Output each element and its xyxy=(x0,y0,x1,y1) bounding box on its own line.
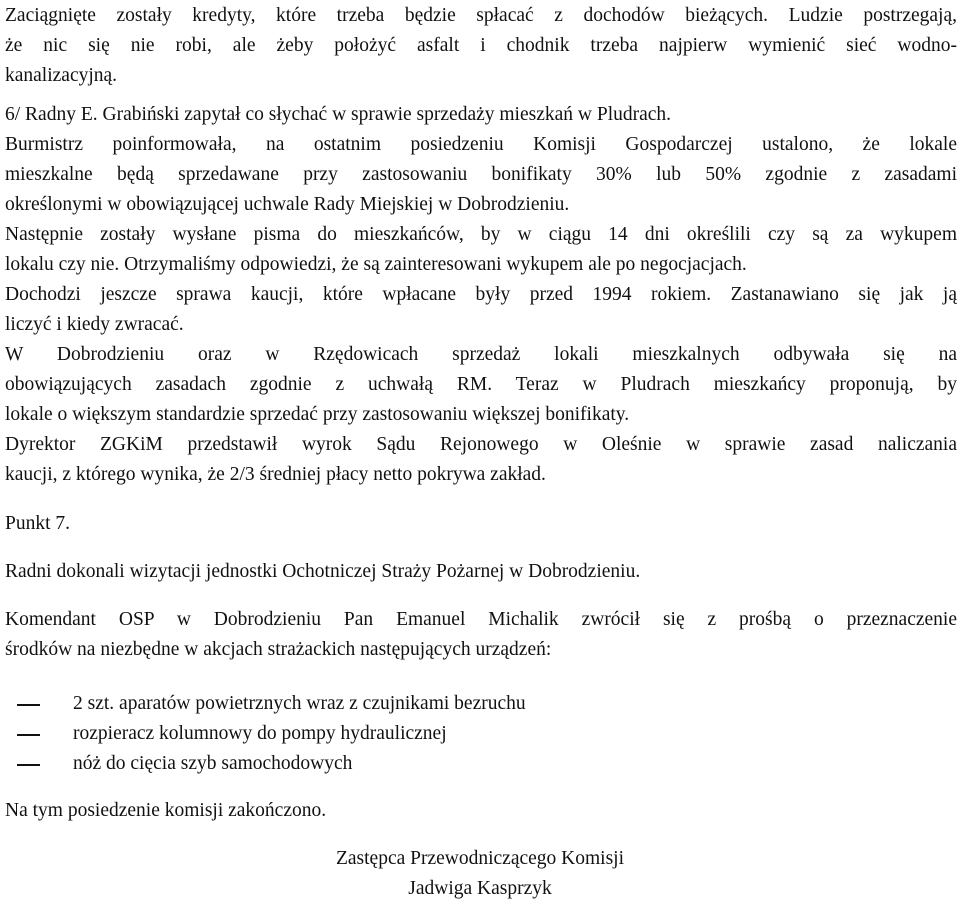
signature-block xyxy=(5,844,957,904)
list-item-text: 2 szt. aparatów powietrznych wraz z czujnikami bezruchu xyxy=(73,693,526,714)
text-line: określonymi w obowiązującej uchwale Rady Miejskiej w Dobrodzieniu. xyxy=(5,194,570,215)
text-line: kaucji, z którego wynika, że 2/3 średniej płacy netto pokrywa zakład. xyxy=(5,464,546,485)
text-line: Następnie zostały wysłane pisma do mieszkańców, by w ciągu 14 dni określili czy są za wykupem xyxy=(5,224,957,245)
text-line: Dyrektor ZGKiM przedstawił wyrok Sądu Rejonowego w Oleśnie w sprawie zasad naliczania xyxy=(5,434,957,455)
text-line: środków na niezbędne w akcjach strażackich następujących urządzeń: xyxy=(5,639,552,660)
text-line: Dochodzi jeszcze sprawa kaucji, które wpłacane były przed 1994 rokiem. Zastanawiano się jak ją xyxy=(5,284,957,305)
closing-line: Na tym posiedzenie komisji zakończono. xyxy=(5,800,327,821)
list-item xyxy=(5,689,957,719)
text-line: lokalu czy nie. Otrzymaliśmy odpowiedzi, że są zainteresowani wykupem ale po negocjacjach. xyxy=(5,254,747,275)
text-line: W Dobrodzieniu oraz w Rzędowicach sprzedaż lokali mieszkalnych odbywała się na xyxy=(5,344,957,365)
dash-bullet-icon xyxy=(17,704,40,706)
text-line: lokale o większym standardzie sprzedać przy zastosowaniu większej bonifikaty. xyxy=(5,404,630,425)
document-page xyxy=(5,0,957,904)
list-item xyxy=(5,749,957,779)
text-line: Radni dokonali wizytacji jednostki Ochotniczej Straży Pożarnej w Dobrodzieniu. xyxy=(5,561,641,582)
signature-role: Zastępca Przewodniczącego Komisji xyxy=(335,848,625,869)
text-line: Burmistrz poinformowała, na ostatnim posiedzeniu Komisji Gospodarczej ustalono, że lokale xyxy=(5,134,957,155)
list-item-text: nóż do cięcia szyb samochodowych xyxy=(73,753,353,774)
text-line: Zaciągnięte zostały kredyty, które trzeba będzie spłacać z dochodów bieżących. Ludzie postrzegają, xyxy=(5,5,957,26)
text-line: kanalizacyjną. xyxy=(5,65,118,86)
list-item-text: rozpieracz kolumnowy do pompy hydraulicznej xyxy=(73,723,447,744)
section-heading: Punkt 7. xyxy=(5,513,71,534)
signature-name: Jadwiga Kasprzyk xyxy=(408,878,552,899)
text-line: liczyć i kiedy zwracać. xyxy=(5,314,184,335)
text-line: Komendant OSP w Dobrodzieniu Pan Emanuel Michalik zwrócił się z prośbą o przeznaczenie xyxy=(5,609,957,630)
equipment-list xyxy=(5,689,957,779)
text-line: że nic się nie robi, ale żeby położyć asfalt i chodnik trzeba najpierw wymienić sieć wodno- xyxy=(5,35,957,56)
text-line: mieszkalne będą sprzedawane przy zastosowaniu bonifikaty 30% lub 50% zgodnie z zasadami xyxy=(5,164,957,185)
list-item xyxy=(5,719,957,749)
question-line: 6/ Radny E. Grabiński zapytał co słychać w sprawie sprzedaży mieszkań w Pludrach. xyxy=(5,104,672,125)
text-line: obowiązujących zasadach zgodnie z uchwałą RM. Teraz w Pludrach mieszkańcy proponują, by xyxy=(5,374,957,395)
dash-bullet-icon xyxy=(17,734,40,736)
dash-bullet-icon xyxy=(17,764,40,766)
